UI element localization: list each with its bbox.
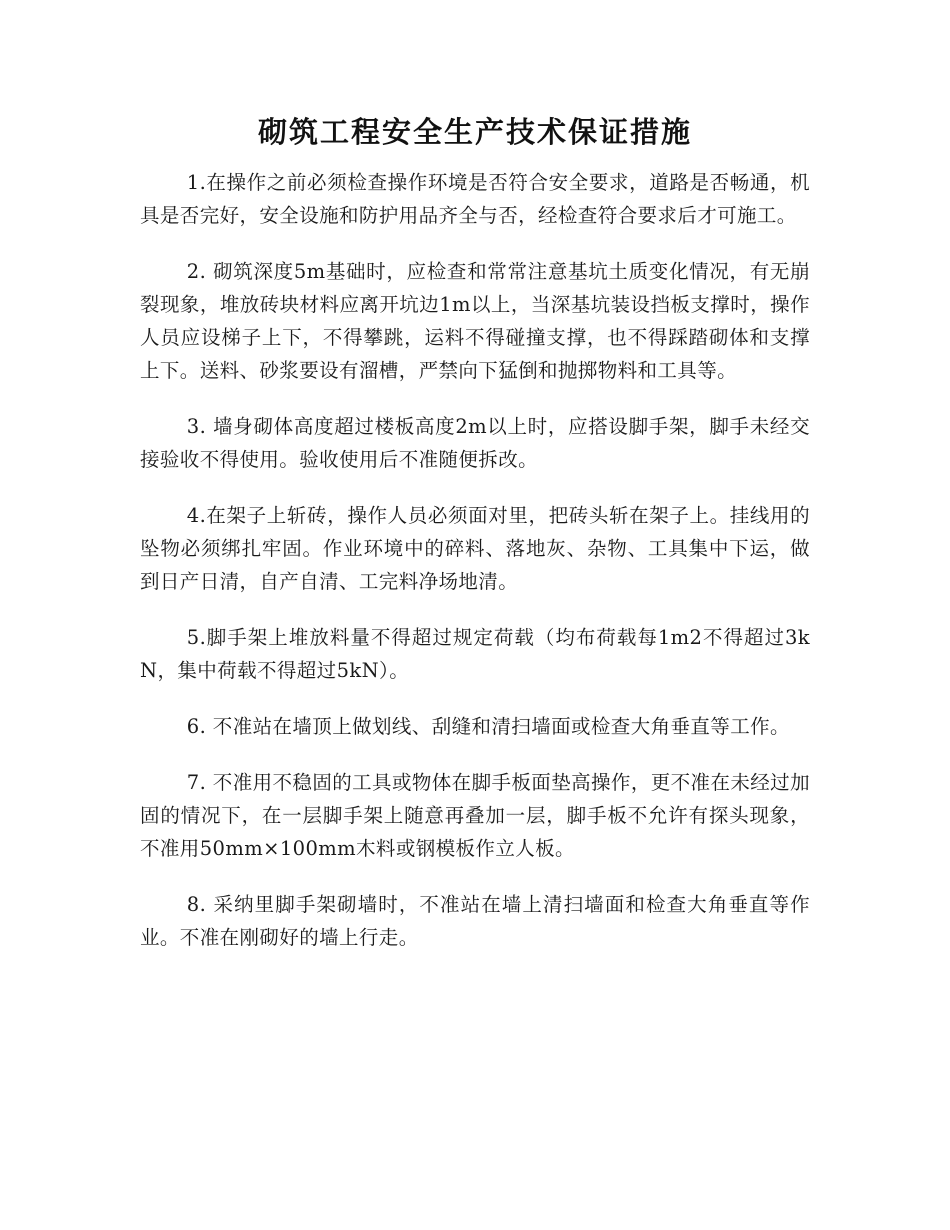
document-body (140, 166, 810, 977)
paragraph-3: 3. 墙身砌体高度超过楼板高度2m以上时，应搭设脚手架，脚手未经交接验收不得使用。验收使用后不准随便拆改。 (140, 415, 810, 471)
paragraph-8: 8. 采纳里脚手架砌墙时，不准站在墙上清扫墙面和检查大角垂直等作业。不准在刚砌好的墙上行走。 (140, 893, 810, 949)
document-title: 砌筑工程安全生产技术保证措施 (257, 115, 692, 149)
paragraph-7: 7. 不准用不稳固的工具或物体在脚手板面垫高操作，更不准在未经过加固的情况下，在一层脚手架上随意再叠加一层，脚手板不允许有探头现象，不准用50mm×100mm木料或钢模板作立人板。 (140, 771, 810, 860)
paragraph-6: 6. 不准站在墙顶上做划线、刮缝和清扫墙面或检查大角垂直等工作。 (186, 715, 790, 738)
paragraph-2: 2. 砌筑深度5m基础时，应检查和常常注意基坑土质变化情况，有无崩裂现象，堆放砖块材料应离开坑边1m以上，当深基坑装设挡板支撑时，操作人员应设梯子上下，不得攀跳，运料不得碰撞支撑，也不得踩踏砌体和支撑上下。送料、砂浆要设有溜槽，严禁向下猛倒和抛掷物料和工具等。 (140, 260, 810, 382)
paragraph-1: 1.在操作之前必须检查操作环境是否符合安全要求，道路是否畅通，机具是否完好，安全设施和防护用品齐全与否，经检查符合要求后才可施工。 (140, 171, 810, 227)
paragraph-5: 5.脚手架上堆放料量不得超过规定荷载（均布荷载每1m2不得超过3kN，集中荷载不得超过5kN）。 (140, 626, 810, 682)
paragraph-4: 4.在架子上斩砖，操作人员必须面对里，把砖头斩在架子上。挂线用的坠物必须绑扎牢固。作业环境中的碎料、落地灰、杂物、工具集中下运，做到日产日清，自产自清、工完料净场地清。 (140, 504, 810, 593)
